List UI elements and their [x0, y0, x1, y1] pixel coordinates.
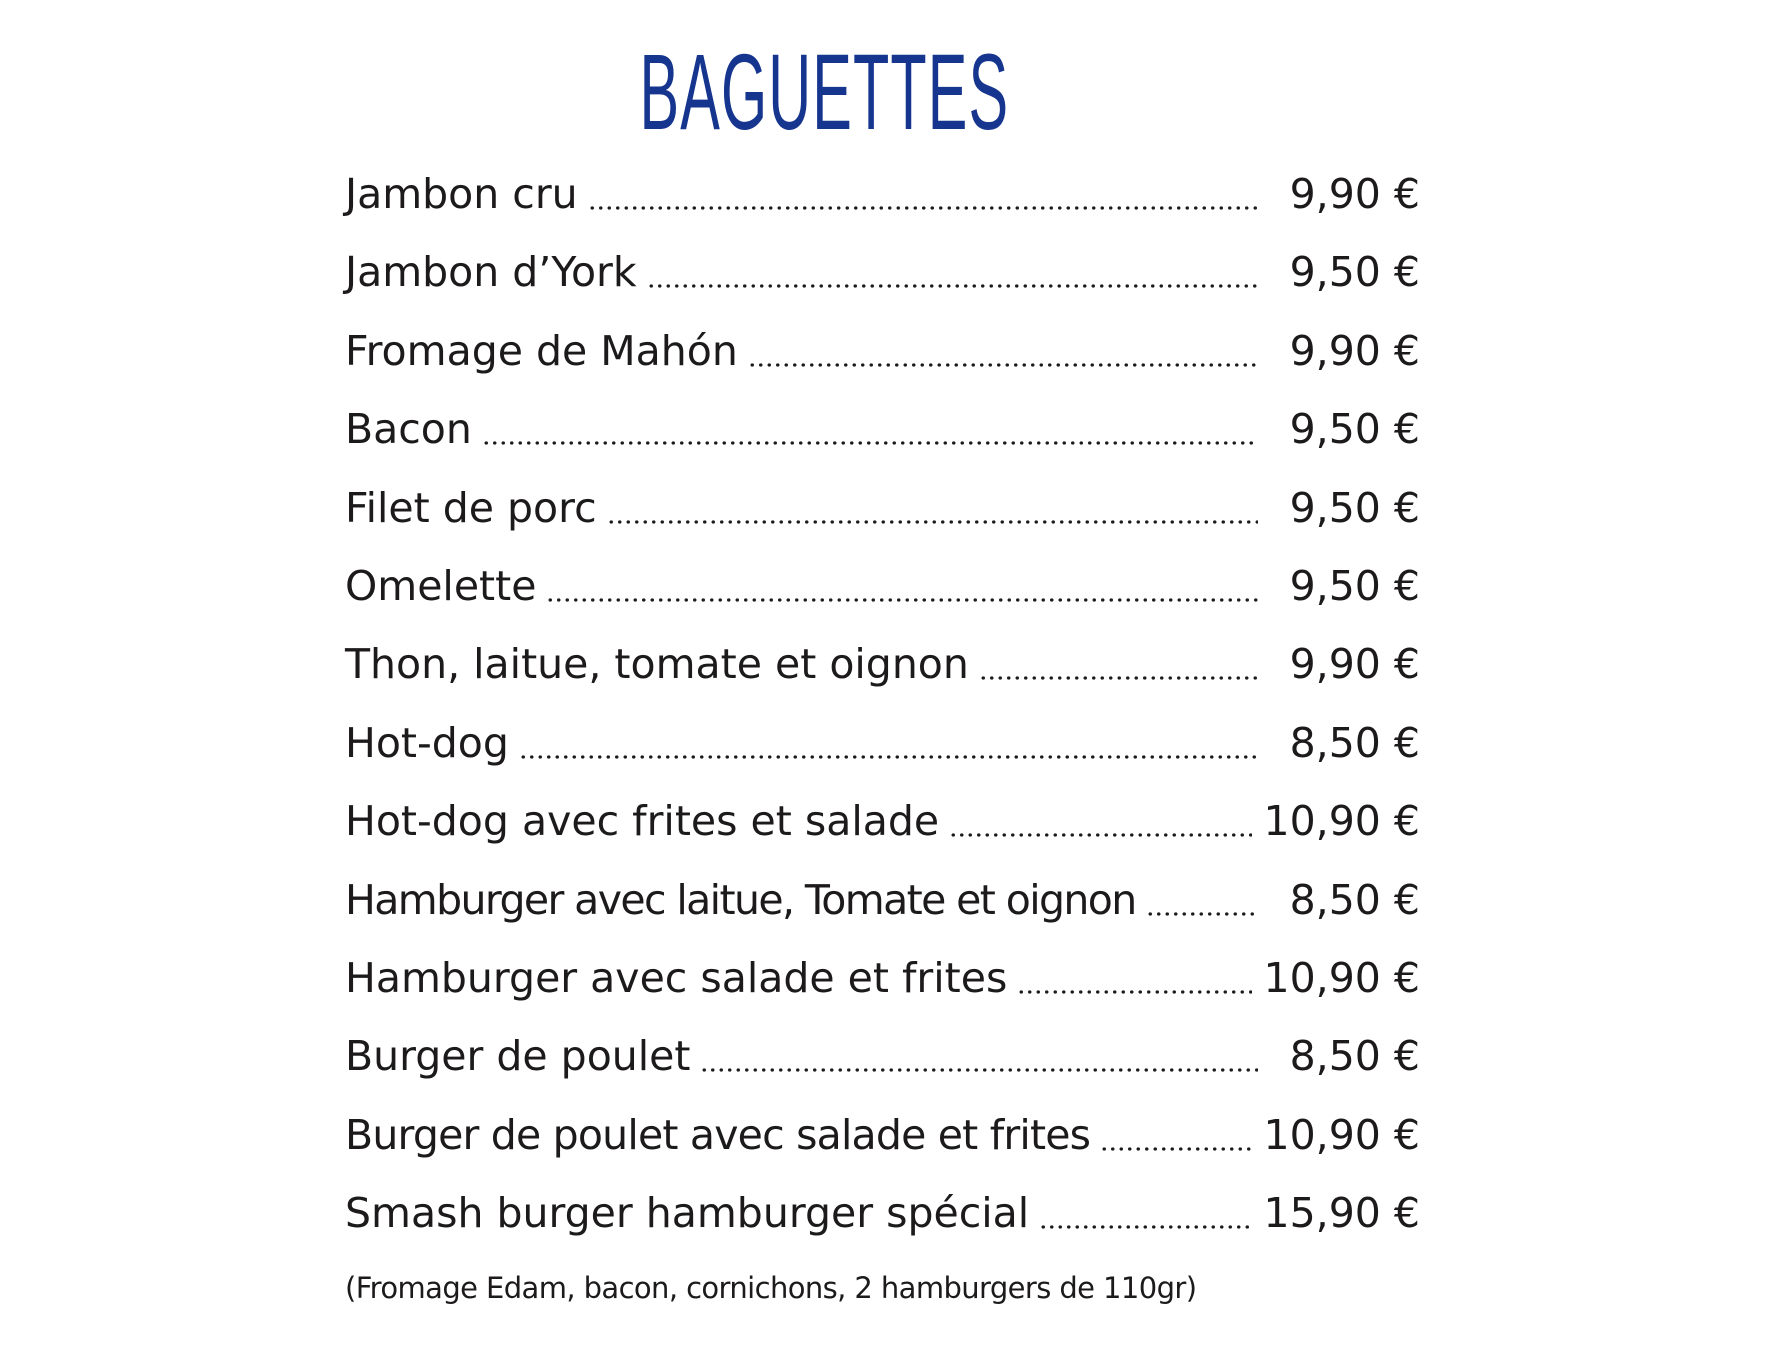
dot-leader: [607, 484, 1258, 532]
dot-leader: [748, 327, 1258, 375]
menu-item-note: (Fromage Edam, bacon, cornichons, 2 hamburgers de 110gr): [345, 1271, 1197, 1305]
menu-item-price: 8,50 €: [1289, 718, 1420, 767]
menu-item: [345, 484, 1420, 562]
menu-item-name: Hot-dog avec frites et salade: [345, 797, 940, 846]
menu-item-name: Thon, laitue, tomate et oignon: [345, 640, 969, 689]
menu-item-price: 10,90 €: [1263, 953, 1420, 1002]
dot-leader: [949, 797, 1251, 845]
menu-item-price: 15,90 €: [1263, 1189, 1420, 1238]
menu-item: [345, 405, 1420, 483]
menu-item-name: Burger de poulet: [345, 1032, 691, 1081]
menu-item: [345, 327, 1420, 405]
menu-item: [345, 1032, 1420, 1110]
menu-item-price: 9,50 €: [1289, 405, 1420, 454]
dot-leader: [519, 719, 1258, 767]
menu-item-name: Hamburger avec laitue, Tomate et oignon: [345, 875, 1136, 924]
menu-item-name: Bacon: [345, 405, 472, 454]
menu-item-price: 9,90 €: [1289, 326, 1420, 375]
menu-item-price: 10,90 €: [1263, 797, 1420, 846]
menu-item-name: Smash burger hamburger spécial: [345, 1189, 1030, 1238]
menu-item-name: Fromage de Mahón: [345, 326, 738, 375]
menu-item-name: Jambon d’York: [345, 248, 637, 297]
dot-leader: [979, 640, 1258, 688]
dot-leader: [700, 1032, 1258, 1080]
menu-item-price: 8,50 €: [1289, 1032, 1420, 1081]
dot-leader: [546, 562, 1258, 610]
menu-item-list: [345, 170, 1420, 1267]
menu-item: [345, 170, 1420, 248]
menu-item-name: Hamburger avec salade et frites: [345, 953, 1008, 1002]
menu-item: [345, 562, 1420, 640]
menu-item: [345, 797, 1420, 875]
menu-item: [345, 248, 1420, 326]
dot-leader: [482, 405, 1258, 453]
menu-item-price: 9,90 €: [1289, 170, 1420, 218]
menu-title: BAGUETTES: [639, 31, 1010, 152]
menu-item-price: 10,90 €: [1263, 1110, 1420, 1159]
menu-item: [345, 876, 1420, 954]
menu-item: [345, 640, 1420, 718]
dot-leader: [1100, 1111, 1251, 1159]
menu-item-name: Omelette: [345, 561, 537, 610]
menu-item-name: Hot-dog: [345, 718, 509, 767]
dot-leader: [588, 170, 1258, 218]
menu-item-price: 9,50 €: [1289, 561, 1420, 610]
menu-item-price: 9,90 €: [1289, 640, 1420, 689]
menu-item-price: 8,50 €: [1289, 875, 1420, 924]
menu-item: [345, 719, 1420, 797]
menu-item-name: Filet de porc: [345, 483, 597, 532]
menu-item-price: 9,50 €: [1289, 483, 1420, 532]
dot-leader: [1017, 954, 1251, 1002]
menu-item: [345, 1189, 1420, 1267]
dot-leader: [1146, 876, 1258, 924]
menu-item: [345, 954, 1420, 1032]
dot-leader: [1039, 1189, 1251, 1237]
menu-item-name: Jambon cru: [345, 170, 578, 218]
menu-item-name: Burger de poulet avec salade et frites: [345, 1110, 1091, 1159]
menu-item: [345, 1111, 1420, 1189]
dot-leader: [647, 248, 1258, 296]
menu-item-price: 9,50 €: [1289, 248, 1420, 297]
